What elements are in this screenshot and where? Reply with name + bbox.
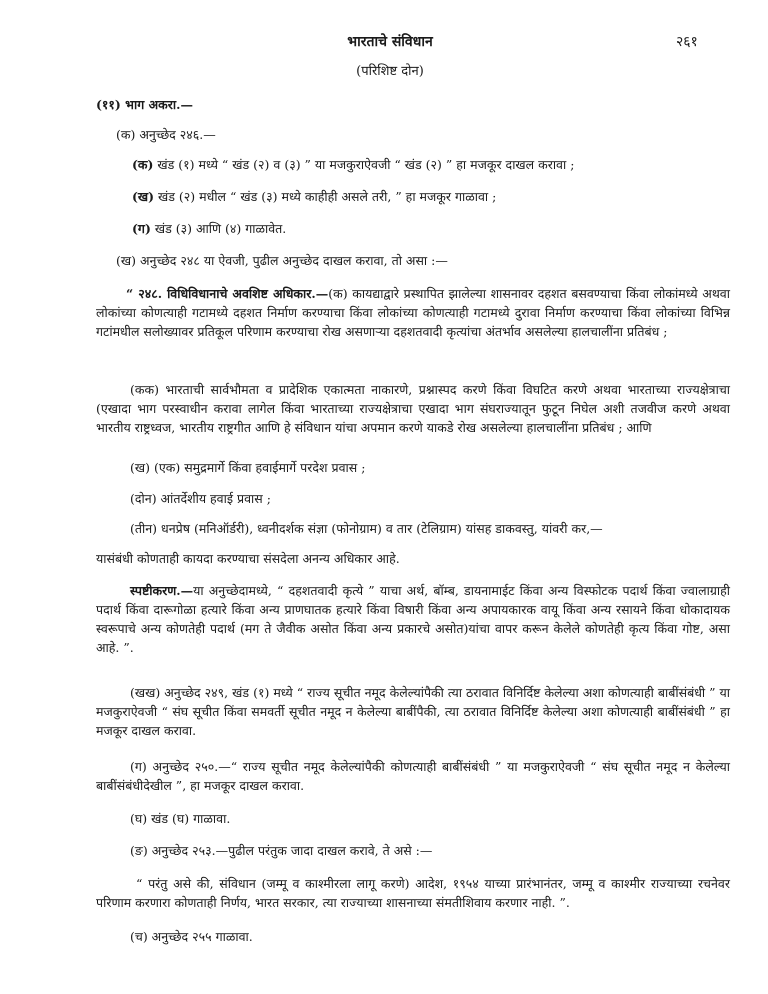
clause-two: (दोन) आंतर्देशीय हवाई प्रवास ; [130,491,271,506]
clause-kh-one: (ख) (एक) समुद्रमार्गे किंवा हवाईमार्गे परदेश प्रवास ; [130,460,366,475]
clause-text: खंड (३) आणि (४) गाळावेत. [154,221,287,236]
article-heading: “ २४८. विधिविधानाचे अवशिष्ट अधिकार.— [126,286,329,301]
explanation [96,581,730,657]
amendment-item-249: (खख) अनुच्छेद २४९, खंड (१) मध्ये “ राज्य सूचीत नमूद केलेल्यांपैकी त्या ठरावात विनिर्दिष्ट केलेल्या अशा कोणत्याही बाबींसंबंधी ” या मजकुराऐवजी “ संघ सूचीत किंवा समवर्ती सूचीत नमूद न केलेल्या बाबींपैकी, त्या ठरावात विनिर्दिष्ट केलेल्या अशा कोणत्याही बाबींसंबंधी ” हा मजकूर दाखल करावा. [96,685,730,738]
clause-label: (ख) [132,189,155,204]
page-subtitle: (परिशिष्ट दोन) [356,64,424,79]
clause-kh [132,189,732,205]
clause-label: (ग) [132,221,151,236]
amendment-item-248: (ख) अनुच्छेद २४८ या ऐवजी, पुढील अनुच्छेद दाखल करावा, तो असा :— [116,253,448,268]
exclusive-power-text: यासंबंधी कोणताही कायदा करण्याचा संसदेला अनन्य अधिकार आहे. [96,551,400,566]
clause-three: (तीन) धनप्रेष (मनिऑर्डरी), ध्वनीदर्शक संज्ञा (फोनोग्राम) व तार (टेलिग्राम) यांसह डाकवस्तु, यांवरी कर,— [130,521,603,536]
clause-label: (क) [132,157,154,172]
amendment-item-gh: (घ) खंड (घ) गाळावा. [130,811,231,826]
clause-g [132,221,732,237]
clause-text: खंड (१) मध्ये “ खंड (२) व (३) ” या मजकुराऐवजी “ खंड (२) ” हा मजकूर दाखल करावा ; [157,157,575,172]
page-number: २६१ [676,34,698,50]
clause-text: खंड (२) मधील “ खंड (३) मध्ये काहीही असले तरी, ” हा मजकूर गाळावा ; [158,189,497,204]
proviso: “ परंतु असे की, संविधान (जम्मू व काश्मीरला लागू करणे) आदेश, १९५४ याच्या प्रारंभानंतर, जम्मू व काश्मीर राज्याच्या रचनेवर परिणाम करणारा कोणताही निर्णय, भारत सरकार, त्या राज्याच्या शासनाच्या संमतीशिवाय करणार नाही. ”. [96,876,730,910]
amendment-item-246: (क) अनुच्छेद २४६.— [116,127,216,142]
explanation-text: या अनुच्छेदामध्ये, “ दहशतवादी कृत्ये ” याचा अर्थ, बॉम्ब, डायनामाईट किंवा अन्य विस्फोटक पदार्थ किंवा ज्वालाग्राही पदार्थ किंवा दारूगोळा हत्यारे किंवा अन्य प्राणघातक हत्यारे किंवा विषारी किंवा अन्य अपायकारक वायू किंवा अन्य रसायने किंवा धोकादायक स्वरूपाचे अन्य कोणतेही पदार्थ (मग ते जैवीक असोत किंवा अन्य प्रकारचे असोत)यांचा वापर करून केलेले कोणतेही कृत्य किंवा गोष्ट, असा आहे. ”. [96,583,730,655]
part-heading: (११) भाग अकरा.— [96,97,193,112]
clause-k [132,157,732,173]
page-title: भारताचे संविधान [347,34,433,50]
explanation-heading: स्पष्टीकरण.— [130,583,194,598]
article-248 [96,284,730,341]
amendment-item-250: (ग) अनुच्छेद २५०.—“ राज्य सूचीत नमूद केलेल्यांपैकी कोणत्याही बाबींसंबंधी ” या मजकुराऐवजी “ संघ सूचीत नमूद न केलेल्या बाबींसंबंधीदेखील ”, हा मजकूर दाखल करावा. [96,759,730,793]
clause-kk: (कक) भारताची सार्वभौमता व प्रादेशिक एकात्मता नाकारणे, प्रश्नास्पद करणे किंवा विघटित करणे अथवा भारताच्या राज्यक्षेत्राचा (एखादा भाग परस्वाधीन करावा लागेल किंवा भारताच्या राज्यक्षेत्राचा एखादा भाग संघराज्यातून फुटून निघेल अशी तजवीज करणे अथवा भारतीय राष्ट्रध्वज, भारतीय राष्ट्रगीत आणि हे संविधान यांचा अपमान करणे याकडे रोख असलेल्या हालचालींना प्रतिबंध ; आणि [96,382,730,435]
article-text: (क) कायद्याद्वारे प्रस्थापित झालेल्या शासनावर दहशत बसवण्याचा किंवा लोकांमध्ये अथवा लोकांच्या कोणत्याही गटामध्ये दहशत निर्माण करण्याचा किंवा लोकांच्या कोणत्याही गटामध्ये दुरावा निर्माण करण्याचा किंवा लोकांच्या विभिन्न गटांमधील सलोख्यावर प्रतिकूल परिणाम करण्याचा रोख असणाऱ्या दहशतवादी कृत्यांचा अंतर्भाव असलेल्या हालचालींना प्रतिबंध ; [96,286,730,339]
amendment-item-253: (ङ) अनुच्छेद २५३.—पुढील परंतुक जादा दाखल करावे, ते असे :— [130,843,433,858]
amendment-item-255: (च) अनुच्छेद २५५ गाळावा. [130,929,253,944]
